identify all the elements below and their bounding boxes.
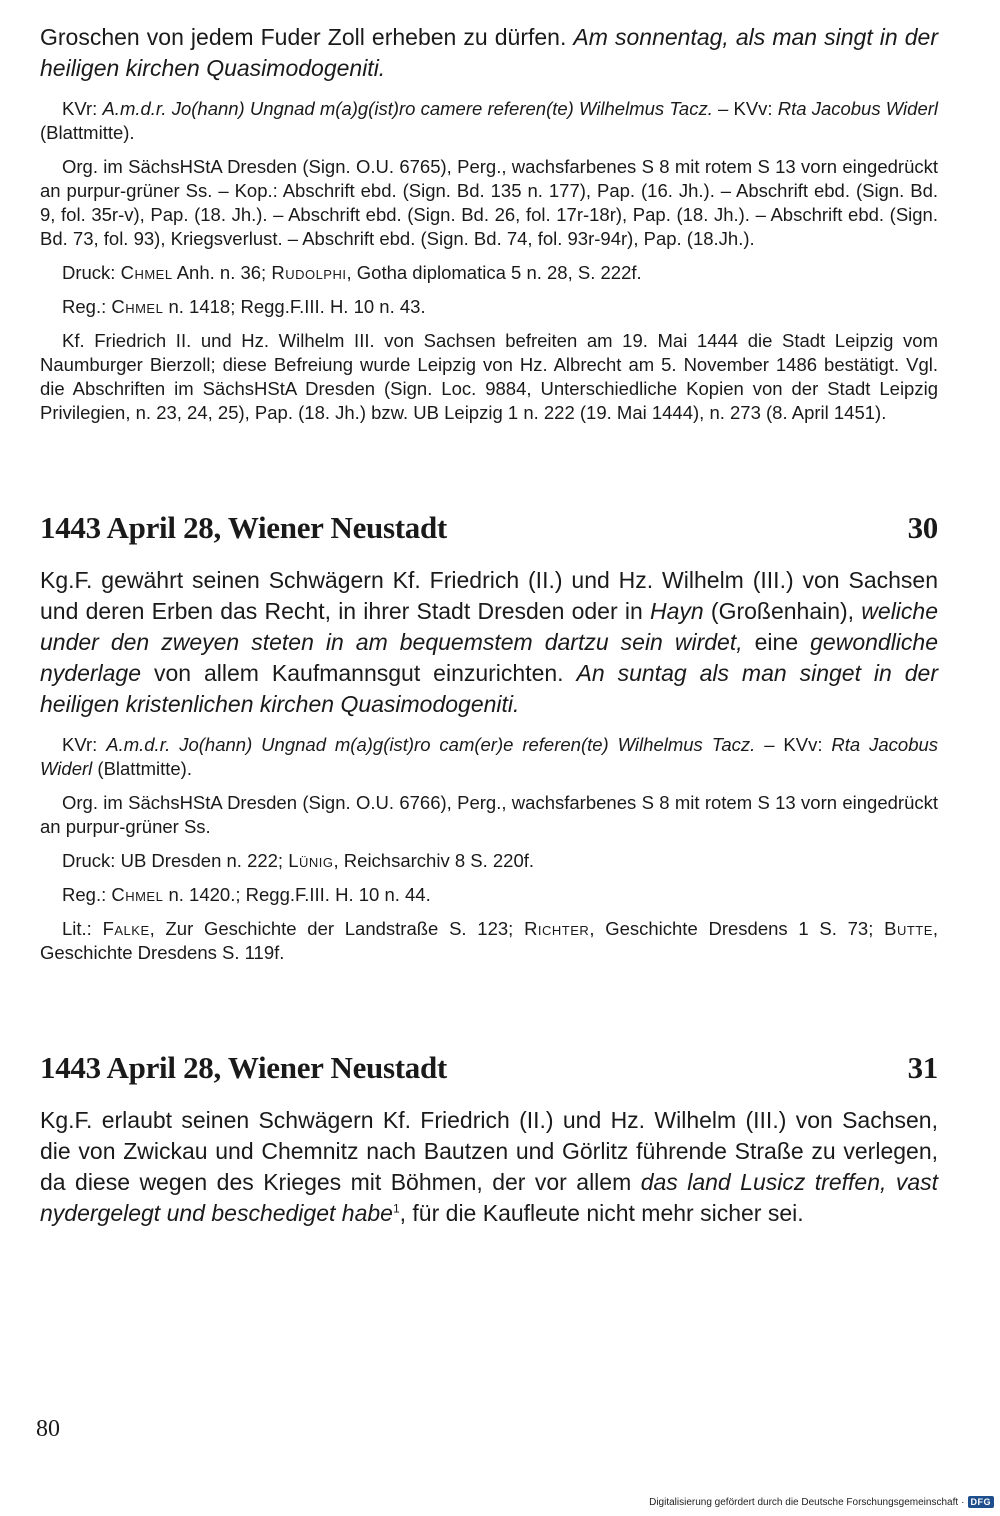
entry31-regest-text: [40, 1105, 938, 1229]
entry31-number: 31: [907, 1050, 938, 1085]
kv-recto-label: KVr:: [62, 734, 98, 755]
footer-text: Digitalisierung gefördert durch die Deutsche Forschungsgemeinschaft: [649, 1496, 959, 1508]
reg-author: Chmel: [111, 884, 164, 905]
lit-ref: , Geschichte Dresdens S. 119f.: [40, 918, 939, 963]
footnote-marker[interactable]: 1: [392, 1201, 400, 1216]
entry29-original: Org. im SächsHStA Dresden (Sign. O.U. 6765), Perg., wachsfarbenes S 8 mit rotem S 13 vorn eingedrückt an purpur-grüner Ss. – Kop.: Abschrift ebd. (Sign. Bd. 135 n. 177), Pap. (16. Jh.). – Abschrift ebd. (Sign. Bd. 9, fol. 35r-v), Pap. (18. Jh.). – Abschrift ebd. (Sign. Bd. 26, fol. 17r-18r), Pap. (18. Jh.). – Abschrift ebd. (Sign. Bd. 73, fol. 93), Kriegsverlust. – Abschrift ebd. (Sign. Bd. 74, fol. 93r-94r), Pap. (18.Jh.).: [40, 156, 938, 249]
regest-dating: An suntag als man singet in der heiligen kristenlichen kirchen Quasimodogeniti.: [40, 660, 939, 717]
regest-part: eine: [754, 629, 799, 655]
kv-position: (Blattmitte).: [97, 758, 192, 779]
page-number: 80: [36, 1416, 60, 1442]
entry29-kanzleivermerk: [40, 97, 938, 145]
reg-label: Reg.:: [62, 884, 107, 905]
reg-author: Chmel: [111, 296, 164, 317]
druck-author: Rudolphi: [271, 262, 347, 283]
druck-author: Chmel: [120, 262, 173, 283]
regest-part: Kg.F. erlaubt seinen Schwägern Kf. Friedrich (II.) und Hz. Wilhelm (III.) von Sachsen, die von Zwickau und Chemnitz nach Bautzen und Görlitz führende Straße zu verlegen, da diese wegen des Krieges mit Böhmen, der vor allem: [40, 1107, 938, 1195]
druck-ref: UB Dresden n. 222;: [120, 850, 284, 871]
entry31-date-place: 1443 April 28, Wiener Neustadt: [40, 1050, 447, 1085]
regest-part: von allem Kaufmannsgut einzurichten.: [153, 660, 564, 686]
regest-quote: Hayn: [649, 598, 704, 624]
kv-verso-label: – KVv:: [718, 98, 773, 119]
entry30-literature: [40, 917, 938, 965]
lit-author: Falke: [102, 918, 150, 939]
regest-part: (Großenhain),: [710, 598, 855, 624]
lit-ref: , Zur Geschichte der Landstraße S. 123;: [149, 918, 514, 939]
regest-part: Kg.F. gewährt seinen Schwägern Kf. Friedrich (II.) und Hz. Wilhelm (III.) von Sachsen und deren Erben das Recht, in ihrer Stadt Dresden oder in: [40, 567, 938, 624]
entry30-number: 30: [907, 510, 938, 545]
druck-ref: Anh. n. 36;: [176, 262, 267, 283]
lit-ref: , Geschichte Dresdens 1 S. 73;: [589, 918, 874, 939]
entry30-regest: [40, 883, 938, 907]
entry30-druck: [40, 849, 938, 873]
druck-ref: , Reichsarchiv 8 S. 220f.: [333, 850, 535, 871]
lit-author: Richter: [524, 918, 590, 939]
document-page: [40, 22, 938, 1229]
druck-label: Druck:: [62, 850, 116, 871]
entry30-original: Org. im SächsHStA Dresden (Sign. O.U. 6766), Perg., wachsfarbenes S 8 mit rotem S 13 vorn eingedrückt an purpur-grüner Ss.: [40, 792, 938, 837]
reg-label: Reg.:: [62, 296, 107, 317]
lit-author: Butte: [884, 918, 933, 939]
regest-quote: gewondliche nyderlage: [40, 629, 938, 686]
regest-quote: weliche under den zweyen steten in am bequemstem dartzu sein wirdet,: [40, 598, 939, 655]
dfg-logo-icon[interactable]: DFG: [968, 1496, 995, 1508]
footer-credit: Digitalisierung gefördert durch die Deutsche Forschungsgemeinschaft · DFG: [649, 1496, 994, 1508]
kv-recto-text: A.m.d.r. Jo(hann) Ungnad m(a)g(ist)ro camere referen(te) Wilhelmus Tacz.: [102, 98, 713, 119]
reg-ref: n. 1420.; Regg.F.III. H. 10 n. 44.: [168, 884, 431, 905]
druck-ref: , Gotha diplomatica 5 n. 28, S. 222f.: [346, 262, 642, 283]
entry30-heading: [40, 509, 938, 547]
regest-quote: das land Lusicz treffen, vast nydergelegt und beschediget habe: [40, 1169, 939, 1226]
entry29-main-text: [40, 22, 938, 84]
entry29-druck: [40, 261, 938, 285]
kv-verso-text: Rta Jacobus Widerl: [40, 734, 939, 779]
entry30-kanzleivermerk: [40, 733, 938, 781]
kv-verso-text: Rta Jacobus Widerl: [777, 98, 939, 119]
entry29-dating: Am sonnentag, als man singt in der heiligen kirchen Quasimodogeniti.: [40, 24, 938, 81]
entry29-text: Groschen von jedem Fuder Zoll erheben zu dürfen.: [40, 24, 567, 50]
kv-recto-label: KVr:: [62, 98, 98, 119]
regest-part: , für die Kaufleute nicht mehr sicher sei.: [399, 1200, 804, 1226]
entry30-date-place: 1443 April 28, Wiener Neustadt: [40, 510, 447, 545]
entry30-regest-text: [40, 565, 938, 720]
kv-recto-text: A.m.d.r. Jo(hann) Ungnad m(a)g(ist)ro cam(er)e referen(te) Wilhelmus Tacz.: [106, 734, 756, 755]
lit-label: Lit.:: [62, 918, 92, 939]
druck-author: Lünig: [288, 850, 334, 871]
entry31-heading: [40, 1049, 938, 1087]
entry29-note: Kf. Friedrich II. und Hz. Wilhelm III. von Sachsen befreiten am 19. Mai 1444 die Stadt Leipzig vom Naumburger Bierzoll; diese Befreiung wurde Leipzig von Hz. Albrecht am 5. November 1486 bestätigt. Vgl. die Abschriften im SächsHStA Dresden (Sign. Loc. 9884, Unterschiedliche Kopien von der Stadt Leipzig Privilegien, n. 23, 24, 25), Pap. (18. Jh.) bzw. UB Leipzig 1 n. 222 (19. Mai 1444), n. 273 (8. April 1451).: [40, 330, 938, 423]
reg-ref: n. 1418; Regg.F.III. H. 10 n. 43.: [168, 296, 426, 317]
druck-label: Druck:: [62, 262, 116, 283]
kv-position: (Blattmitte).: [40, 122, 135, 143]
entry29-regest: [40, 295, 938, 319]
kv-verso-label: – KVv:: [764, 734, 823, 755]
